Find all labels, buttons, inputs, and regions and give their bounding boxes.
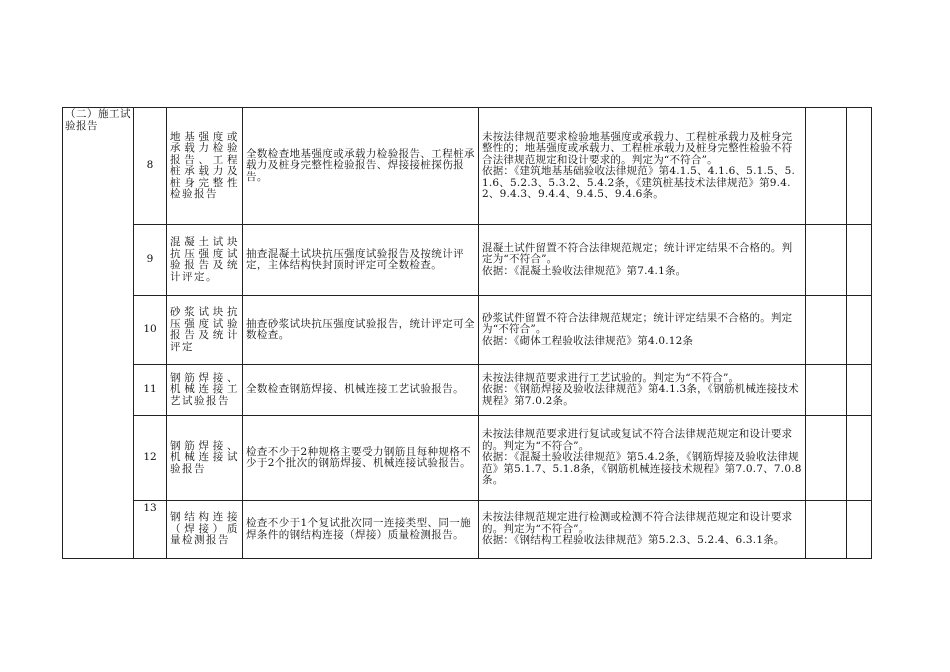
remark-cell bbox=[847, 108, 872, 225]
rule-line: 未按法律规范规定进行检测或检测不符合法律规范规定和设计要求的。判定为“不符合”。 bbox=[482, 511, 793, 535]
check-item: 钢筋焊接、机械连接试验报告 bbox=[167, 416, 243, 501]
result-cell bbox=[806, 296, 847, 365]
remark-cell bbox=[847, 416, 872, 501]
check-method: 检查不少于1个复试批次同一连接类型、同一施焊条件的钢结构连接（焊接）质量检测报告。 bbox=[243, 501, 479, 559]
result-cell bbox=[806, 416, 847, 501]
check-item: 砂浆试块抗压强度试验报告及统计评定 bbox=[167, 296, 243, 365]
judgment-rule bbox=[479, 501, 806, 559]
rule-basis: 依据：《砌体工程验收法律规范》第4.0.12条 bbox=[482, 334, 694, 347]
rule-basis: 依据：《混凝土验收法律规范》第5.4.2条，《钢筋焊接及验收法律规范》第5.1.7、5.1.8条，《钢筋机械连接技术规程》第7.0.7、7.0.8条。 bbox=[482, 451, 802, 487]
table-row bbox=[63, 108, 872, 225]
table-row bbox=[63, 296, 872, 365]
result-cell bbox=[806, 501, 847, 559]
rule-basis: 依据：《混凝土验收法律规范》第7.4.1条。 bbox=[482, 264, 687, 277]
rule-line: 未按法律规范要求检验地基强度或承载力、工程桩承载力及桩身完整性的；地基强度或承载力、工程桩承载力及桩身完整性检验不符合法律规范规定和设计要求的。判定为“不符合”。 bbox=[482, 130, 793, 166]
result-cell bbox=[806, 108, 847, 225]
remark-cell bbox=[847, 225, 872, 296]
table-row bbox=[63, 501, 872, 559]
row-number: 12 bbox=[134, 416, 167, 501]
remark-cell bbox=[847, 296, 872, 365]
check-item: 钢结构连接（焊接）质量检测报告 bbox=[167, 501, 243, 559]
row-number: 8 bbox=[134, 108, 167, 225]
remark-cell bbox=[847, 365, 872, 416]
table-row bbox=[63, 365, 872, 416]
check-method: 抽查砂浆试块抗压强度试验报告，统计评定可全数检查。 bbox=[243, 296, 479, 365]
row-number: 9 bbox=[134, 225, 167, 296]
category-cell: （二）施工试验报告 bbox=[63, 108, 134, 559]
check-method: 全数检查钢筋焊接、机械连接工艺试验报告。 bbox=[243, 365, 479, 416]
rule-basis: 依据：《钢结构工程验收法律规范》第5.2.3、5.2.4、6.3.1条。 bbox=[482, 534, 785, 547]
check-item: 地基强度或承载力检验报告、工程桩承载力及桩身完整性检验报告 bbox=[167, 108, 243, 225]
rule-line: 未按法律规范要求进行复试或复试不符合法律规范规定和设计要求的。判定为“不符合”。 bbox=[482, 428, 793, 452]
check-method: 检查不少于2种规格主要受力钢筋且每种规格不少于2个批次的钢筋焊接、机械连接试验报告。 bbox=[243, 416, 479, 501]
result-cell bbox=[806, 225, 847, 296]
judgment-rule bbox=[479, 365, 806, 416]
remark-cell bbox=[847, 501, 872, 559]
rule-line: 未按法律规范要求进行工艺试验的。判定为“不符合”。 bbox=[482, 371, 740, 384]
row-number: 13 bbox=[134, 501, 167, 559]
table-row bbox=[63, 225, 872, 296]
rule-line: 砂浆试件留置不符合法律规范规定；统计评定结果不合格的。判定为“不符合”。 bbox=[482, 311, 793, 336]
table-row bbox=[63, 416, 872, 501]
row-number: 11 bbox=[134, 365, 167, 416]
row-number: 10 bbox=[134, 296, 167, 365]
rule-basis: 依据：《建筑地基基础验收法律规范》第4.1.5、4.1.6、5.1.5、5.1.6、5.2.3、5.3.2、5.4.2条，《建筑桩基技术法律规范》第9.4.2、9.4.3、9.4.4、9.4.5、9.4.6条。 bbox=[482, 165, 796, 200]
check-item: 混凝土试块抗压强度试验报告及统计评定。 bbox=[167, 225, 243, 296]
inspection-table bbox=[62, 107, 872, 559]
check-method: 全数检查地基强度或承载力检验报告、工程桩承载力及桩身完整性检验报告、焊接接桩探伤报告。 bbox=[243, 108, 479, 225]
check-method: 抽查混凝土试块抗压强度试验报告及按统计评定，主体结构快封顶时评定可全数检查。 bbox=[243, 225, 479, 296]
judgment-rule bbox=[479, 225, 806, 296]
check-item: 钢筋焊接、机械连接工艺试验报告 bbox=[167, 365, 243, 416]
result-cell bbox=[806, 365, 847, 416]
table-body bbox=[63, 108, 872, 559]
judgment-rule bbox=[479, 108, 806, 225]
judgment-rule bbox=[479, 296, 806, 365]
rule-line: 混凝土试件留置不符合法律规范规定；统计评定结果不合格的。判定为“不符合”。 bbox=[482, 241, 793, 266]
rule-basis: 依据：《钢筋焊接及验收法律规范》第4.1.3条，《钢筋机械连接技术规程》第7.0.2条。 bbox=[482, 383, 799, 407]
judgment-rule bbox=[479, 416, 806, 501]
